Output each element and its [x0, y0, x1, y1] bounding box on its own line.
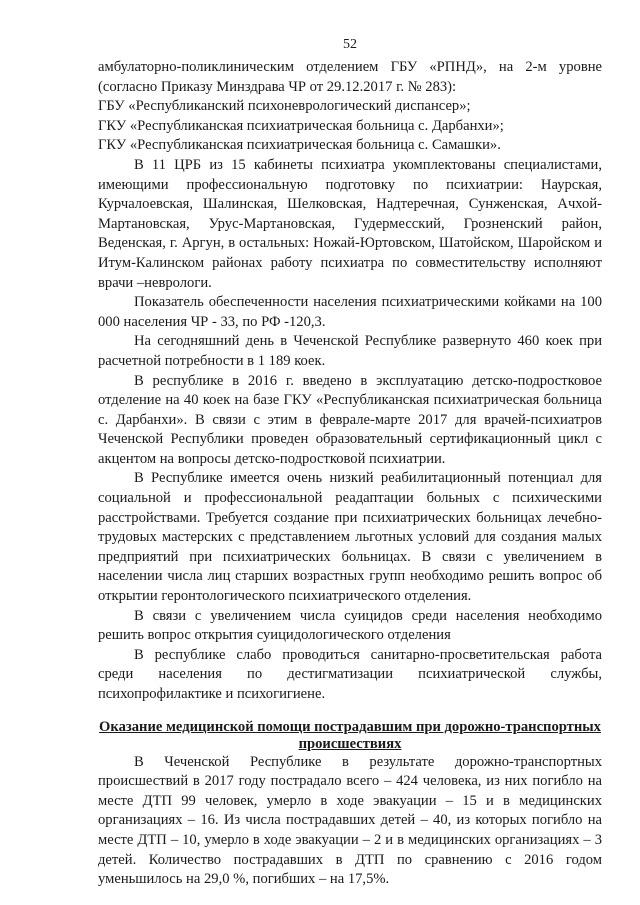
paragraph-bed-provision: Показатель обеспеченности населения психиатрическими койками на 100 000 населения ЧР - 33, по РФ -120,3. — [98, 294, 602, 330]
section-heading: Оказание медицинской помощи пострадавшим при дорожно-транспортных происшествиях — [99, 718, 601, 752]
paragraph-gku-darbankhi: ГКУ «Республиканская психиатрическая больница с. Дарбанхи»; — [98, 117, 504, 134]
paragraph-ambulatory: амбулаторно-поликлиническим отделением ГБУ «РПНД», на 2-м уровне (согласно Приказу Минздрава ЧР от 29.12.2017 г. № 283): — [98, 59, 602, 95]
document-page — [98, 36, 602, 890]
page-number: 52 — [343, 37, 357, 52]
paragraph-crb-cabinets: В 11 ЦРБ из 15 кабинеты психиатра укомплектованы специалистами, имеющими профессиональную подготовку по психиатрии: Наурская, Курчалоевская, Шалинская, Шелковская, Надтеречная, Сунженская, Ачхой-Мартановская, Урус-Мартановская, Гудермесский, Грозненский район, Веденская, г. Аргун, в остальных: Ножай-Юртовском, Шатойском, Шаройском и Итум-Калинском районах работу психиатра по совместительству исполняют врачи –неврологи. — [98, 156, 602, 291]
paragraph-beds-deployed: На сегодняшний день в Чеченской Республике развернуто 460 коек при расчетной потребности в 1 189 коек. — [98, 333, 602, 369]
paragraph-road-accidents: В Чеченской Республике в результате дорожно-транспортных происшествий в 2017 году пострадало всего – 424 человека, из них погибло на месте ДТП 99 человек, умерло в ходе эвакуации – 15 и в медицинских организациях – 16. Из числа пострадавших детей – 40, из которых погибло на месте ДТП – 10, умерло в ходе эвакуации – 2 и в медицинских организациях – 3 детей. Количество пострадавших в ДТП по сравнению с 2016 годом уменьшилось на 29,0 %, погибших – на 17,5%. — [98, 753, 602, 888]
paragraph-rehabilitation: В Республике имеется очень низкий реабилитационный потенциал для социальной и профессиональной реадаптации больных с психическими расстройствами. Требуется создание при психиатрических больницах лечебно-трудовых мастерских с представлением льготных условий для создания малых предприятий при психиатрических больницах. В связи с увеличением в населении числа лиц старших возрастных групп необходимо решить вопрос об открытии геронтологического психиатрического отделения. — [98, 470, 602, 605]
paragraph-sanitary-education: В республике слабо проводиться санитарно-просветительская работа среди населения по дестигматизации психиатрической службы, психопрофилактике и психогигиене. — [98, 646, 602, 702]
paragraph-gku-samashki: ГКУ «Республиканская психиатрическая больница с. Самашки». — [98, 137, 501, 154]
paragraph-suicide-department: В связи с увеличением числа суицидов среди населения необходимо решить вопрос открытия суицидологического отделения — [98, 607, 602, 644]
paragraph-child-department: В республике в 2016 г. введено в эксплуатацию детско-подростковое отделение на 40 коек на базе ГКУ «Республиканская психиатрическая больница с. Дарбанхи». В связи с этим в феврале-марте 2017 для врачей-психиатров Чеченской Республики проведен образовательный сертификационный цикл с акцентом на вопросы детско-подростковой психиатрии. — [98, 372, 602, 467]
paragraph-gbu-rpnd: ГБУ «Республиканский психоневрологический диспансер»; — [98, 98, 471, 115]
